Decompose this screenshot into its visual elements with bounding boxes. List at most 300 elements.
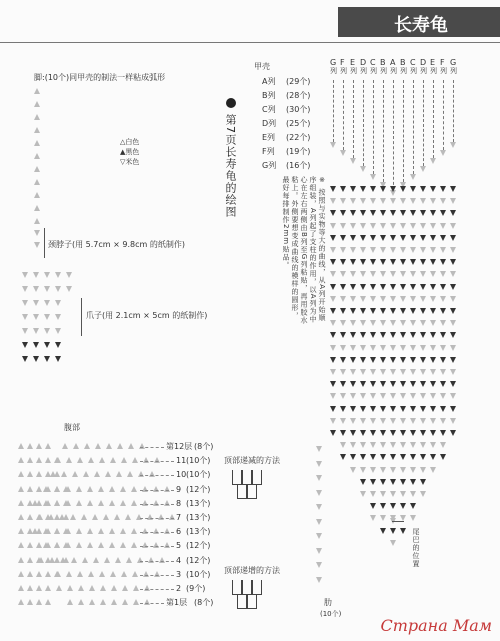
shell-triangle (440, 198, 446, 204)
belly-triangle (45, 471, 51, 477)
shell-triangle (330, 332, 336, 338)
shell-triangle (390, 186, 396, 192)
belly-triangle (153, 542, 159, 548)
shell-triangle (390, 503, 396, 509)
belly-triangle (106, 443, 112, 449)
belly-triangle (100, 585, 106, 591)
shell-triangle (440, 235, 446, 241)
shell-triangle (450, 406, 456, 412)
belly-triangle (93, 557, 99, 563)
belly-triangle (88, 457, 94, 463)
belly-triangle (139, 443, 145, 449)
column-suffix: 列 (350, 67, 357, 75)
shell-triangle (450, 381, 456, 387)
shell-triangle (340, 247, 346, 253)
belly-triangle (99, 457, 105, 463)
belly-triangle (36, 514, 42, 520)
leg-triangle (34, 192, 40, 198)
claw-triangle (33, 342, 39, 348)
belly-triangle (27, 557, 33, 563)
belly-triangle (164, 528, 170, 534)
shell-triangle (430, 308, 436, 314)
belly-triangle (45, 500, 51, 506)
belly-triangle (63, 557, 69, 563)
column-suffix: 列 (430, 67, 437, 75)
shell-triangle (340, 150, 346, 156)
shell-triangle (450, 259, 456, 265)
shell-triangle (360, 393, 366, 399)
column-guide (423, 80, 424, 166)
shell-triangle (440, 223, 446, 229)
shell-triangle (410, 198, 416, 204)
shell-triangle (340, 235, 346, 241)
column-letter: A (390, 58, 396, 67)
shell-triangle (440, 357, 446, 363)
shell-triangle (420, 393, 426, 399)
shell-triangle (400, 235, 406, 241)
shell-triangle (340, 345, 346, 351)
belly-triangle (110, 571, 116, 577)
shell-triangle (410, 491, 416, 497)
belly-triangle (18, 500, 24, 506)
belly-triangle (133, 585, 139, 591)
vertical-title: 第7页长寿龟的绘图 (224, 114, 237, 218)
column-suffix: 列 (440, 67, 447, 75)
belly-triangle (76, 486, 82, 492)
shell-triangle (440, 320, 446, 326)
belly-triangle (154, 457, 160, 463)
shell-triangle (380, 430, 386, 436)
shell-triangle (400, 479, 406, 485)
belly-triangle (27, 514, 33, 520)
shell-triangle (400, 467, 406, 473)
shell-triangle (360, 235, 366, 241)
belly-triangle (94, 471, 100, 477)
claw-triangle (55, 272, 61, 278)
rib-triangle (316, 490, 322, 496)
belly-triangle (67, 585, 73, 591)
belly-triangle (144, 599, 150, 605)
legs-note: 脚:(10个)同甲壳的制法一样粘成弧形 (34, 73, 166, 82)
shell-triangle (420, 271, 426, 277)
shell-triangle (360, 381, 366, 387)
shell-triangle (390, 198, 396, 204)
increase-method-label: 顶部递增的方法 (224, 566, 280, 575)
belly-triangle (54, 457, 60, 463)
belly-triangle (83, 471, 89, 477)
shell-triangle (340, 223, 346, 229)
shell-triangle (420, 223, 426, 229)
shell-triangle (420, 369, 426, 375)
neck-label: 颈脖子(用 5.7cm × 9.8cm 的纸制作) (48, 240, 185, 249)
shell-triangle (330, 418, 336, 424)
shell-triangle (330, 210, 336, 216)
belly-triangle (87, 500, 93, 506)
shell-triangle (350, 430, 356, 436)
shell-triangle (430, 223, 436, 229)
belly-triangle (27, 486, 33, 492)
shell-triangle (440, 345, 446, 351)
shell-triangle (400, 259, 406, 265)
belly-triangle (144, 585, 150, 591)
shell-triangle (350, 357, 356, 363)
belly-triangle (54, 514, 60, 520)
column-suffix: 列 (370, 67, 377, 75)
leg-triangle (34, 166, 40, 172)
belly-triangle (149, 471, 155, 477)
belly-triangle (159, 557, 165, 563)
column-letter: E (350, 58, 356, 67)
shell-triangle (370, 296, 376, 302)
belly-triangle (54, 571, 60, 577)
shell-triangle (350, 467, 356, 473)
shell-triangle (380, 345, 386, 351)
belly-triangle (36, 471, 42, 477)
shell-triangle (340, 210, 346, 216)
shell-triangle (350, 369, 356, 375)
shell-triangle (340, 284, 346, 290)
belly-triangle (115, 557, 121, 563)
shell-triangle (340, 296, 346, 302)
shell-triangle (430, 198, 436, 204)
rib-triangle (316, 533, 322, 539)
shell-triangle (390, 357, 396, 363)
shell-triangle (350, 271, 356, 277)
shell-triangle (430, 296, 436, 302)
shell-triangle (340, 406, 346, 412)
leg-triangle (34, 153, 40, 159)
shell-triangle (410, 332, 416, 338)
layer-number: 3 (176, 569, 182, 579)
belly-triangle (36, 500, 42, 506)
belly-triangle (18, 457, 24, 463)
belly-triangle (67, 599, 73, 605)
shell-triangle (390, 235, 396, 241)
shell-triangle (410, 515, 416, 521)
shell-triangle (360, 247, 366, 253)
layer-leader (140, 461, 174, 462)
shell-triangle (380, 393, 386, 399)
tail-pointer (392, 521, 404, 522)
shell-triangle (420, 454, 426, 460)
shell-row-count: (25个) (286, 119, 311, 128)
belly-triangle (120, 528, 126, 534)
belly-triangle (89, 599, 95, 605)
belly-triangle (18, 471, 24, 477)
claw-triangle (22, 272, 28, 278)
leg-triangle (34, 140, 40, 146)
belly-triangle (84, 443, 90, 449)
shell-row-label: E列 (262, 133, 276, 142)
belly-triangle (88, 571, 94, 577)
shell-triangle (450, 271, 456, 277)
column-letter: F (340, 58, 345, 67)
belly-triangle (76, 528, 82, 534)
shell-triangle (370, 235, 376, 241)
shell-triangle (380, 186, 386, 192)
shell-row-count: (29个) (286, 77, 311, 86)
claw-triangle (22, 300, 28, 306)
belly-triangle (109, 486, 115, 492)
shell-triangle (440, 296, 446, 302)
belly-triangle (36, 443, 42, 449)
shell-triangle (390, 430, 396, 436)
layer-count: (12个) (186, 555, 211, 565)
belly-triangle (18, 542, 24, 548)
belly-triangle (87, 486, 93, 492)
layer-leader (140, 504, 174, 505)
leg-triangle (34, 88, 40, 94)
belly-triangle (153, 500, 159, 506)
shell-triangle (360, 259, 366, 265)
rib-triangle (316, 475, 322, 481)
shell-triangle (380, 381, 386, 387)
layer-number: 7 (176, 513, 182, 522)
column-guide (383, 80, 384, 182)
shell-triangle (390, 406, 396, 412)
shell-triangle (330, 186, 336, 192)
belly-triangle (63, 528, 69, 534)
shell-triangle (390, 369, 396, 375)
belly-triangle (54, 557, 60, 563)
shell-triangle (350, 223, 356, 229)
neck-triangle (34, 230, 40, 236)
shell-row-label: C列 (262, 105, 276, 114)
shell-row-label: A列 (262, 77, 276, 86)
shell-triangle (350, 442, 356, 448)
claw-bracket (81, 298, 82, 336)
shell-triangle (330, 271, 336, 277)
shell-triangle (440, 186, 446, 192)
shell-triangle (430, 284, 436, 290)
shell-triangle (420, 166, 426, 172)
shell-triangle (380, 406, 386, 412)
shell-triangle (430, 406, 436, 412)
column-guide (373, 80, 374, 174)
claw-triangle (22, 356, 28, 362)
claw-triangle (66, 272, 72, 278)
claw-triangle (22, 328, 28, 334)
layer-count: (8个) (194, 598, 214, 608)
shell-triangle (430, 369, 436, 375)
shell-triangle (430, 345, 436, 351)
shell-triangle (420, 467, 426, 473)
belly-triangle (45, 542, 51, 548)
belly-triangle (54, 500, 60, 506)
column-suffix: 列 (340, 67, 347, 75)
shell-triangle (330, 320, 336, 326)
belly-triangle (18, 443, 24, 449)
shell-triangle (360, 491, 366, 497)
shell-triangle (340, 259, 346, 265)
belly-triangle (63, 500, 69, 506)
belly-triangle (142, 528, 148, 534)
shell-triangle (400, 418, 406, 424)
shell-triangle (340, 381, 346, 387)
shell-triangle (430, 271, 436, 277)
shell-triangle (360, 442, 366, 448)
claw-triangle (33, 300, 39, 306)
shell-triangle (420, 345, 426, 351)
shell-triangle (370, 186, 376, 192)
shell-triangle (420, 198, 426, 204)
layer-count: (13个) (186, 527, 211, 537)
belly-triangle (100, 599, 106, 605)
shell-triangle (420, 320, 426, 326)
belly-triangle (164, 500, 170, 506)
layer-count: (10个) (186, 569, 211, 579)
claw-triangle (44, 356, 50, 362)
shell-triangle (390, 271, 396, 277)
neck-bracket (44, 228, 45, 258)
shell-triangle (390, 345, 396, 351)
belly-triangle (126, 557, 132, 563)
shell-triangle (430, 430, 436, 436)
claw-triangle (55, 314, 61, 320)
shell-triangle (380, 357, 386, 363)
shell-triangle (330, 393, 336, 399)
shell-triangle (450, 369, 456, 375)
layer-number: 6 (176, 527, 182, 537)
shell-triangle (350, 158, 356, 164)
shell-triangle (350, 393, 356, 399)
shell-triangle (370, 210, 376, 216)
shell-triangle (430, 454, 436, 460)
belly-triangle (143, 457, 149, 463)
belly-triangle (56, 585, 62, 591)
shell-triangle (340, 186, 346, 192)
belly-triangle (27, 542, 33, 548)
column-letter: C (410, 58, 416, 67)
belly-triangle (36, 599, 42, 605)
belly-triangle (45, 528, 51, 534)
belly-triangle (98, 528, 104, 534)
belly-triangle (18, 486, 24, 492)
shell-triangle (330, 406, 336, 412)
shell-triangle (440, 284, 446, 290)
layer-leader (140, 490, 174, 491)
shell-triangle (380, 491, 386, 497)
shell-triangle (350, 308, 356, 314)
shell-row-label: B列 (262, 91, 276, 100)
layer-leader (140, 575, 174, 576)
shell-triangle (450, 345, 456, 351)
shell-triangle (400, 381, 406, 387)
layer-number: 第1层 (166, 598, 188, 608)
shell-triangle (380, 308, 386, 314)
shell-triangle (380, 418, 386, 424)
shell-triangle (340, 271, 346, 277)
shell-triangle (420, 442, 426, 448)
shell-triangle (390, 393, 396, 399)
shell-triangle (430, 418, 436, 424)
shell-triangle (440, 393, 446, 399)
belly-triangle (103, 514, 109, 520)
legend-white: △白色 (120, 138, 140, 146)
shell-triangle (450, 186, 456, 192)
shell-triangle (340, 418, 346, 424)
belly-triangle (164, 542, 170, 548)
shell-triangle (360, 479, 366, 485)
belly-triangle (127, 471, 133, 477)
layer-number: 4 (176, 555, 182, 565)
claw-triangle (33, 356, 39, 362)
rib-triangle (316, 461, 322, 467)
column-suffix: 列 (410, 67, 417, 75)
belly-triangle (81, 514, 87, 520)
leg-triangle (34, 218, 40, 224)
layer-number: 2 (176, 584, 182, 593)
shell-triangle (360, 418, 366, 424)
shell-triangle (340, 393, 346, 399)
shell-triangle (380, 467, 386, 473)
shell-triangle (370, 320, 376, 326)
belly-triangle (131, 486, 137, 492)
layer-count: (12个) (186, 484, 211, 494)
shell-triangle (340, 332, 346, 338)
belly-triangle (45, 557, 51, 563)
shell-triangle (370, 223, 376, 229)
column-suffix: 列 (360, 67, 367, 75)
shell-triangle (330, 308, 336, 314)
claw-label: 爪子(用 2.1cm × 5cm 的纸制作) (86, 311, 208, 320)
shell-triangle (380, 320, 386, 326)
shell-triangle (410, 479, 416, 485)
shell-triangle (370, 430, 376, 436)
belly-triangle (105, 471, 111, 477)
layer-number: 5 (176, 541, 182, 551)
belly-triangle (131, 500, 137, 506)
shell-triangle (400, 210, 406, 216)
belly-triangle (120, 500, 126, 506)
shell-title: 甲壳 (254, 62, 270, 71)
claw-triangle (22, 342, 28, 348)
column-guide (453, 80, 454, 142)
column-guide (403, 80, 404, 182)
belly-triangle (148, 557, 154, 563)
shell-triangle (400, 223, 406, 229)
shell-triangle (440, 381, 446, 387)
column-letter: G (330, 58, 337, 67)
shell-triangle (380, 515, 386, 521)
rib-triangle (316, 577, 322, 583)
belly-triangle (153, 528, 159, 534)
shell-triangle (380, 454, 386, 460)
belly-triangle (87, 528, 93, 534)
belly-triangle (70, 514, 76, 520)
belly-triangle (104, 557, 110, 563)
belly-triangle (62, 443, 68, 449)
shell-triangle (350, 418, 356, 424)
layer-count: (13个) (186, 498, 211, 508)
shell-triangle (360, 369, 366, 375)
column-guide (413, 80, 414, 174)
shell-triangle (410, 320, 416, 326)
belly-triangle (92, 514, 98, 520)
belly-triangle (36, 542, 42, 548)
shell-triangle (390, 540, 396, 546)
shell-triangle (370, 442, 376, 448)
shell-triangle (330, 430, 336, 436)
belly-triangle (120, 486, 126, 492)
shell-triangle (450, 223, 456, 229)
belly-triangle (45, 599, 51, 605)
shell-triangle (410, 369, 416, 375)
shell-triangle (370, 308, 376, 314)
shell-triangle (420, 235, 426, 241)
belly-triangle (66, 457, 72, 463)
shell-triangle (360, 210, 366, 216)
